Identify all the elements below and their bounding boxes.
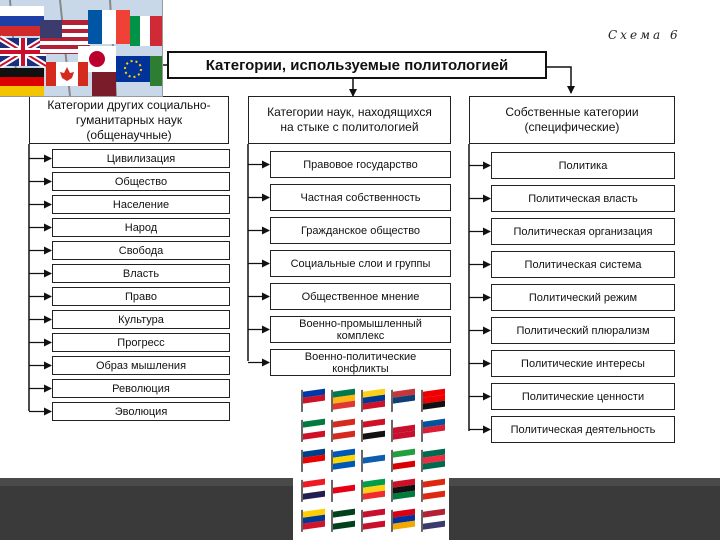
- category-item-text: [115, 176, 167, 188]
- column-header-interdisciplinary-line: Категории наук, находящихся: [267, 105, 432, 119]
- category-item: [52, 310, 230, 329]
- flag-icon: [361, 477, 385, 502]
- flag-icons: [293, 382, 449, 540]
- category-item-line: Политика: [558, 159, 608, 172]
- category-item: [491, 152, 675, 179]
- flag-icon: [301, 477, 325, 502]
- category-item-line: конфликты: [332, 362, 389, 375]
- flag-icon: [391, 477, 415, 502]
- category-item-line: Политический плюрализм: [516, 324, 650, 337]
- category-item: [52, 241, 230, 260]
- category-item-text: [514, 226, 653, 238]
- column-header-interdisciplinary: [248, 96, 451, 144]
- category-item: [52, 402, 230, 421]
- column-header-general-line: гуманитарных наук: [75, 112, 183, 127]
- category-item-line: Военно-промышленный: [299, 317, 422, 330]
- category-item: [52, 287, 230, 306]
- category-item: [52, 379, 230, 398]
- flag-icon: [421, 507, 445, 532]
- flags-photo: [0, 0, 163, 97]
- category-item: [491, 251, 675, 278]
- category-item: [52, 195, 230, 214]
- category-item: [491, 350, 675, 377]
- category-item-line: Право: [125, 290, 157, 303]
- column-header-interdisciplinary-text: [267, 105, 432, 135]
- column-header-interdisciplinary-line: на стыке с политологией: [280, 120, 419, 134]
- flag-icon: [421, 387, 445, 412]
- category-item: [270, 151, 451, 178]
- flag-icon: [331, 477, 355, 502]
- category-item-text: [300, 192, 420, 204]
- category-item: [270, 283, 451, 310]
- category-item-line: Политическая деятельность: [510, 423, 656, 436]
- flag-icon: [421, 417, 445, 442]
- category-item-line: комплекс: [336, 329, 385, 342]
- category-item-line: Политические интересы: [521, 357, 645, 370]
- category-item-text: [528, 193, 637, 205]
- flag-icon: [361, 447, 385, 472]
- category-item: [52, 218, 230, 237]
- category-item: [491, 185, 675, 212]
- category-item-line: Политическая система: [524, 258, 642, 271]
- column-header-specific-line: (специфические): [524, 120, 620, 134]
- category-item-line: Социальные слои и группы: [290, 257, 431, 270]
- flag-icon: [421, 447, 445, 472]
- category-item-line: Общество: [114, 175, 168, 188]
- flag-icon: [301, 387, 325, 412]
- category-item-text: [96, 360, 186, 372]
- category-item-line: Свобода: [118, 244, 164, 257]
- flag-icon: [331, 417, 355, 442]
- flag-icon: [421, 477, 445, 502]
- flag-icon: [301, 507, 325, 532]
- category-item-text: [119, 245, 164, 257]
- category-item-line: Революция: [112, 382, 170, 395]
- category-item-line: Военно-политические: [304, 350, 417, 363]
- category-item-text: [123, 268, 159, 280]
- category-item-text: [107, 153, 175, 165]
- category-item-line: Власть: [122, 267, 160, 280]
- category-item-text: [301, 225, 420, 237]
- column-header-specific: [469, 96, 675, 144]
- category-item-line: Частная собственность: [300, 191, 421, 204]
- category-item: [491, 218, 675, 245]
- flag-icon: [391, 417, 415, 442]
- category-item-text: [118, 314, 164, 326]
- flags-photo-drawing: [0, 0, 162, 96]
- flag-icon: [331, 447, 355, 472]
- category-item-line: Политическая организация: [513, 225, 653, 238]
- category-item-text: [291, 258, 431, 270]
- category-item: [52, 264, 230, 283]
- category-item-line: Политические ценности: [521, 390, 645, 403]
- category-item-line: Культура: [118, 313, 164, 326]
- flag-icon: [301, 417, 325, 442]
- category-item-line: Население: [112, 198, 170, 211]
- category-item: [270, 250, 451, 277]
- category-item: [491, 317, 675, 344]
- flag-icon: [331, 507, 355, 532]
- flag-icon: [301, 447, 325, 472]
- category-item: [491, 383, 675, 410]
- flag-icon: [361, 507, 385, 532]
- flag-icons-grid: [293, 382, 449, 540]
- category-item-text: [529, 292, 637, 304]
- category-item-text: [521, 358, 645, 370]
- category-item: [52, 172, 230, 191]
- category-item-line: Образ мышления: [95, 359, 187, 372]
- category-item-text: [112, 383, 170, 395]
- category-item: [270, 184, 451, 211]
- flag-icon: [391, 507, 415, 532]
- category-item-line: Гражданское общество: [300, 224, 421, 237]
- category-item-text: [522, 391, 644, 403]
- arrow-title-to-col-3: [547, 67, 571, 93]
- category-item-text: [525, 259, 642, 271]
- category-item-line: Правовое государство: [303, 158, 418, 171]
- flag-icon: [391, 387, 415, 412]
- category-item-text: [516, 325, 649, 337]
- flag-icon: [361, 387, 385, 412]
- column-header-general-line: (общенаучные): [86, 127, 172, 142]
- category-item-text: [302, 291, 420, 303]
- category-item-line: Народ: [124, 221, 158, 234]
- category-item: [52, 149, 230, 168]
- column-header-general-line: Категории других социально-: [47, 97, 211, 112]
- category-item-text: [113, 199, 169, 211]
- diagram-title: Категории, используемые политологией: [167, 51, 547, 79]
- category-item-text: [511, 424, 656, 436]
- category-item: [491, 284, 675, 311]
- category-item-line: Эволюция: [114, 405, 168, 418]
- flag-icon: [361, 417, 385, 442]
- category-item-text: [125, 291, 157, 303]
- category-item-text: [303, 159, 418, 171]
- flag-icon: [391, 447, 415, 472]
- scheme-label: Схема 6: [608, 28, 681, 42]
- category-item: [270, 316, 451, 343]
- category-item-text: [305, 351, 417, 375]
- category-item: [52, 356, 230, 375]
- category-item-line: Прогресс: [117, 336, 165, 349]
- flag-icon: [331, 387, 355, 412]
- category-item-text: [117, 337, 164, 349]
- category-item-text: [299, 318, 422, 342]
- category-item-text: [125, 222, 157, 234]
- category-item: [491, 416, 675, 443]
- category-item: [270, 217, 451, 244]
- column-header-specific-text: [505, 105, 638, 135]
- category-item-text: [115, 406, 168, 418]
- category-item: [52, 333, 230, 352]
- category-item-line: Политический режим: [528, 291, 638, 304]
- category-item-line: Общественное мнение: [301, 290, 420, 303]
- category-item-line: Цивилизация: [106, 152, 176, 165]
- column-header-specific-line: Собственные категории: [505, 105, 639, 119]
- column-header-general-text: [47, 98, 210, 143]
- column-header-general: [29, 96, 229, 144]
- category-item: [270, 349, 451, 376]
- category-item-line: Политическая власть: [528, 192, 638, 205]
- category-item-text: [559, 160, 608, 172]
